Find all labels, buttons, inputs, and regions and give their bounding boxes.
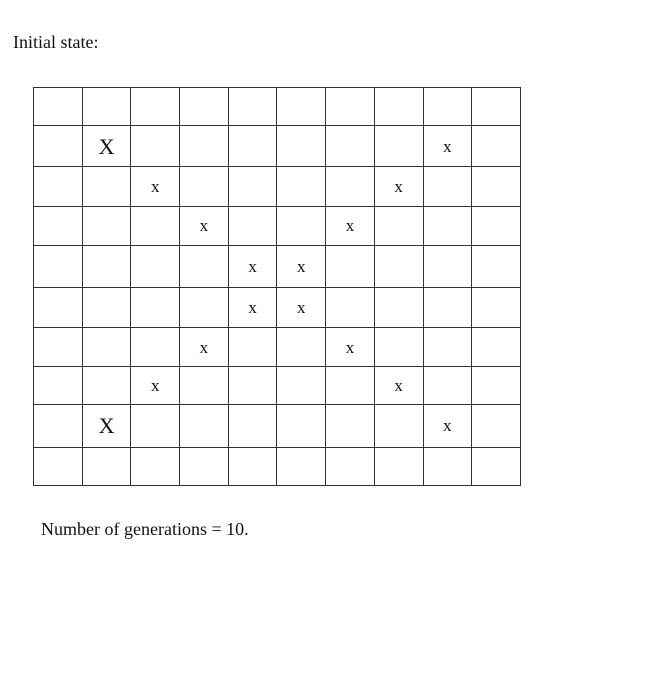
generations-note: Number of generations = 10. <box>41 519 249 539</box>
grid-cell-marked: x <box>228 245 277 287</box>
grid-row <box>34 405 521 447</box>
grid-cell <box>277 207 326 245</box>
grid-row <box>34 207 521 245</box>
grid-cell <box>131 447 180 485</box>
grid-cell <box>82 88 131 126</box>
grid-cell <box>131 126 180 166</box>
grid-cell <box>374 88 423 126</box>
grid-cell <box>277 166 326 206</box>
grid-row <box>34 287 521 327</box>
cell-grid <box>33 87 521 486</box>
grid-cell <box>326 88 375 126</box>
grid-cell <box>34 328 83 366</box>
grid-cell <box>277 328 326 366</box>
grid-cell <box>277 88 326 126</box>
grid-cell <box>131 405 180 447</box>
grid-cell <box>34 88 83 126</box>
grid-cell <box>277 126 326 166</box>
grid-cell-marked: x <box>180 328 229 366</box>
grid-row <box>34 126 521 166</box>
grid-cell <box>374 245 423 287</box>
grid-cell <box>374 126 423 166</box>
grid-cell-marked: x <box>423 405 472 447</box>
grid-cell <box>374 328 423 366</box>
grid-cell <box>131 245 180 287</box>
grid-cell <box>82 166 131 206</box>
grid-cell <box>472 405 521 447</box>
grid-cell <box>228 447 277 485</box>
grid-cell-marked: x <box>423 126 472 166</box>
grid-cell <box>131 88 180 126</box>
grid-cell <box>326 447 375 485</box>
grid-cell <box>472 447 521 485</box>
grid-cell-marked: x <box>131 366 180 404</box>
grid-cell <box>82 366 131 404</box>
grid-cell <box>131 287 180 327</box>
grid-cell <box>472 207 521 245</box>
grid-cell <box>472 166 521 206</box>
grid-cell <box>180 166 229 206</box>
grid-row <box>34 166 521 206</box>
grid-cell <box>180 88 229 126</box>
grid-cell <box>228 207 277 245</box>
grid-cell <box>374 405 423 447</box>
grid-cell <box>34 366 83 404</box>
grid-cell <box>180 447 229 485</box>
cell-grid-body <box>34 88 521 486</box>
grid-cell <box>423 328 472 366</box>
grid-cell <box>82 447 131 485</box>
grid-cell <box>228 88 277 126</box>
grid-cell <box>472 366 521 404</box>
grid-cell <box>326 126 375 166</box>
initial-state-heading: Initial state: <box>13 32 99 52</box>
grid-cell-marked: x <box>326 207 375 245</box>
grid-cell <box>228 366 277 404</box>
grid-cell-marked: X <box>82 126 131 166</box>
grid-cell <box>180 287 229 327</box>
grid-cell <box>326 287 375 327</box>
grid-cell-marked: x <box>228 287 277 327</box>
grid-row <box>34 328 521 366</box>
grid-cell <box>34 245 83 287</box>
grid-cell <box>228 328 277 366</box>
grid-cell <box>423 207 472 245</box>
grid-cell <box>82 207 131 245</box>
grid-cell <box>277 447 326 485</box>
grid-cell-marked: x <box>374 366 423 404</box>
grid-cell <box>472 287 521 327</box>
grid-cell-marked: x <box>277 245 326 287</box>
grid-cell <box>326 166 375 206</box>
grid-cell <box>228 166 277 206</box>
grid-cell <box>34 166 83 206</box>
grid-cell <box>374 207 423 245</box>
grid-cell <box>180 245 229 287</box>
grid-cell <box>472 126 521 166</box>
grid-cell-marked: X <box>82 405 131 447</box>
grid-cell <box>277 405 326 447</box>
grid-cell <box>34 405 83 447</box>
grid-cell-marked: x <box>374 166 423 206</box>
grid-row <box>34 245 521 287</box>
grid-cell-marked: x <box>180 207 229 245</box>
grid-cell <box>423 88 472 126</box>
grid-cell <box>34 126 83 166</box>
grid-cell <box>423 287 472 327</box>
grid-cell <box>423 245 472 287</box>
grid-cell <box>277 366 326 404</box>
grid-cell-marked: x <box>131 166 180 206</box>
grid-row <box>34 447 521 485</box>
grid-cell <box>423 166 472 206</box>
grid-cell <box>82 287 131 327</box>
grid-cell <box>374 287 423 327</box>
grid-cell <box>180 126 229 166</box>
grid-cell <box>326 366 375 404</box>
grid-cell-marked: x <box>326 328 375 366</box>
grid-cell <box>34 207 83 245</box>
grid-cell <box>472 88 521 126</box>
grid-cell <box>326 405 375 447</box>
grid-cell-marked: x <box>277 287 326 327</box>
grid-cell <box>472 245 521 287</box>
grid-cell <box>82 328 131 366</box>
grid-cell <box>423 366 472 404</box>
grid-cell <box>131 328 180 366</box>
grid-cell <box>228 126 277 166</box>
grid-row <box>34 88 521 126</box>
grid-cell <box>180 405 229 447</box>
grid-cell <box>131 207 180 245</box>
grid-cell <box>472 328 521 366</box>
grid-cell <box>228 405 277 447</box>
grid-cell <box>374 447 423 485</box>
grid-row <box>34 366 521 404</box>
grid-cell <box>326 245 375 287</box>
grid-cell <box>34 287 83 327</box>
grid-cell <box>423 447 472 485</box>
grid-cell <box>180 366 229 404</box>
grid-cell <box>34 447 83 485</box>
grid-cell <box>82 245 131 287</box>
